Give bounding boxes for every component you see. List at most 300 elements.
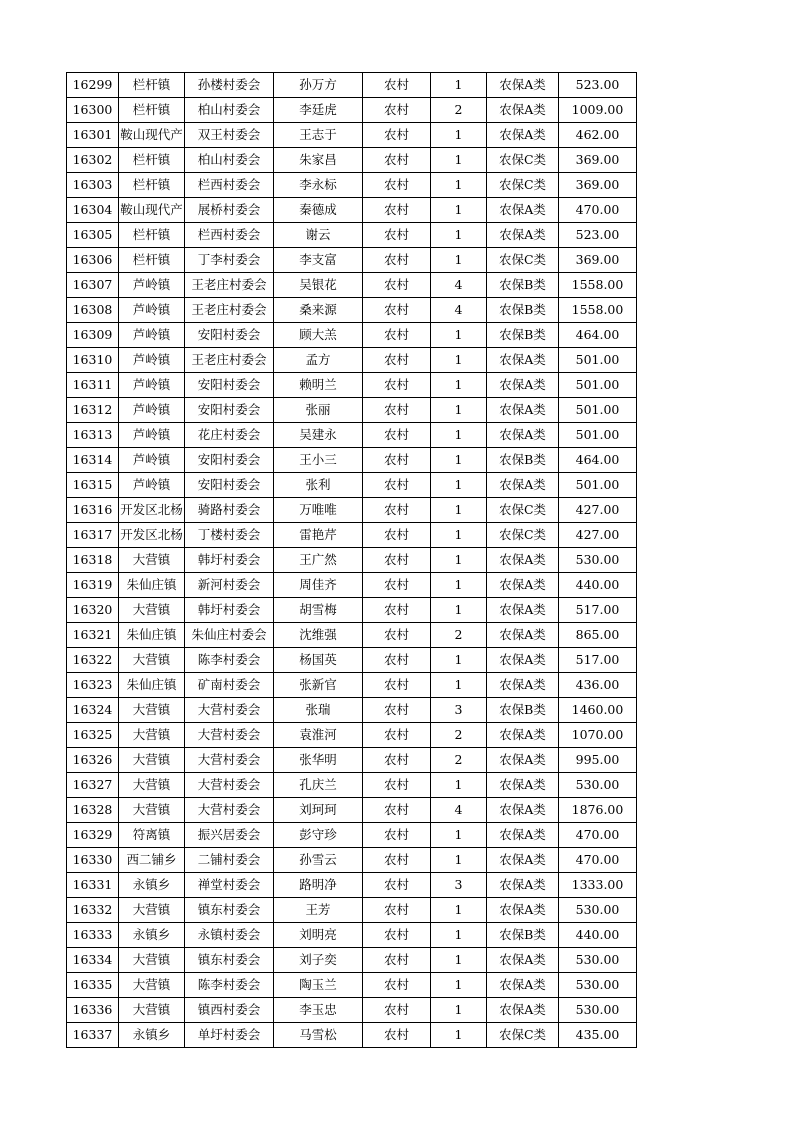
insurance-category-cell: 农保A类 xyxy=(487,623,559,648)
amount-cell: 1070.00 xyxy=(559,723,637,748)
table-row xyxy=(67,598,637,623)
village-committee-cell: 陈李村委会 xyxy=(185,973,274,998)
amount-cell: 523.00 xyxy=(559,73,637,98)
person-name-cell: 王广然 xyxy=(274,548,363,573)
amount-cell: 427.00 xyxy=(559,523,637,548)
household-count-cell: 1 xyxy=(431,123,487,148)
amount-cell: 530.00 xyxy=(559,973,637,998)
amount-cell: 470.00 xyxy=(559,823,637,848)
person-name-cell: 杨国英 xyxy=(274,648,363,673)
table-row xyxy=(67,98,637,123)
household-type-cell: 农村 xyxy=(363,598,431,623)
amount-cell: 1876.00 xyxy=(559,798,637,823)
person-name-cell: 袁淮河 xyxy=(274,723,363,748)
record-number-cell: 16333 xyxy=(67,923,119,948)
insurance-category-cell: 农保A类 xyxy=(487,73,559,98)
amount-cell: 369.00 xyxy=(559,148,637,173)
household-count-cell: 1 xyxy=(431,823,487,848)
table-row xyxy=(67,523,637,548)
table-row xyxy=(67,998,637,1023)
table-row xyxy=(67,948,637,973)
township-cell: 芦岭镇 xyxy=(119,373,185,398)
household-count-cell: 3 xyxy=(431,698,487,723)
record-number-cell: 16337 xyxy=(67,1023,119,1048)
household-type-cell: 农村 xyxy=(363,1023,431,1048)
village-committee-cell: 栏西村委会 xyxy=(185,223,274,248)
township-cell: 西二铺乡 xyxy=(119,848,185,873)
record-number-cell: 16318 xyxy=(67,548,119,573)
amount-cell: 865.00 xyxy=(559,623,637,648)
village-committee-cell: 展桥村委会 xyxy=(185,198,274,223)
insurance-category-cell: 农保A类 xyxy=(487,548,559,573)
person-name-cell: 李永标 xyxy=(274,173,363,198)
record-number-cell: 16312 xyxy=(67,398,119,423)
amount-cell: 436.00 xyxy=(559,673,637,698)
record-number-cell: 16317 xyxy=(67,523,119,548)
household-count-cell: 4 xyxy=(431,298,487,323)
amount-cell: 427.00 xyxy=(559,498,637,523)
township-cell: 芦岭镇 xyxy=(119,348,185,373)
household-type-cell: 农村 xyxy=(363,698,431,723)
person-name-cell: 张新官 xyxy=(274,673,363,698)
insurance-category-cell: 农保A类 xyxy=(487,598,559,623)
record-number-cell: 16324 xyxy=(67,698,119,723)
amount-cell: 435.00 xyxy=(559,1023,637,1048)
township-cell: 大营镇 xyxy=(119,898,185,923)
household-type-cell: 农村 xyxy=(363,573,431,598)
person-name-cell: 秦德成 xyxy=(274,198,363,223)
township-cell: 永镇乡 xyxy=(119,923,185,948)
township-cell: 大营镇 xyxy=(119,723,185,748)
insurance-category-cell: 农保A类 xyxy=(487,223,559,248)
township-cell: 芦岭镇 xyxy=(119,323,185,348)
village-committee-cell: 镇西村委会 xyxy=(185,998,274,1023)
table-row xyxy=(67,123,637,148)
table-row xyxy=(67,73,637,98)
record-number-cell: 16319 xyxy=(67,573,119,598)
household-type-cell: 农村 xyxy=(363,298,431,323)
township-cell: 大营镇 xyxy=(119,698,185,723)
insurance-category-cell: 农保B类 xyxy=(487,323,559,348)
village-committee-cell: 韩圩村委会 xyxy=(185,598,274,623)
insurance-category-cell: 农保A类 xyxy=(487,848,559,873)
household-count-cell: 1 xyxy=(431,923,487,948)
village-committee-cell: 花庄村委会 xyxy=(185,423,274,448)
village-committee-cell: 大营村委会 xyxy=(185,723,274,748)
household-count-cell: 1 xyxy=(431,848,487,873)
insurance-category-cell: 农保A类 xyxy=(487,348,559,373)
household-type-cell: 农村 xyxy=(363,173,431,198)
household-type-cell: 农村 xyxy=(363,898,431,923)
record-number-cell: 16336 xyxy=(67,998,119,1023)
household-type-cell: 农村 xyxy=(363,873,431,898)
table-row xyxy=(67,223,637,248)
household-count-cell: 1 xyxy=(431,323,487,348)
insurance-category-cell: 农保B类 xyxy=(487,698,559,723)
household-count-cell: 1 xyxy=(431,523,487,548)
amount-cell: 530.00 xyxy=(559,773,637,798)
table-row xyxy=(67,548,637,573)
amount-cell: 530.00 xyxy=(559,948,637,973)
township-cell: 芦岭镇 xyxy=(119,473,185,498)
person-name-cell: 周佳齐 xyxy=(274,573,363,598)
household-count-cell: 1 xyxy=(431,598,487,623)
amount-cell: 517.00 xyxy=(559,598,637,623)
amount-cell: 369.00 xyxy=(559,248,637,273)
person-name-cell: 胡雪梅 xyxy=(274,598,363,623)
township-cell: 大营镇 xyxy=(119,973,185,998)
person-name-cell: 雷艳芹 xyxy=(274,523,363,548)
person-name-cell: 张瑞 xyxy=(274,698,363,723)
township-cell: 大营镇 xyxy=(119,948,185,973)
household-count-cell: 1 xyxy=(431,548,487,573)
insurance-category-cell: 农保A类 xyxy=(487,373,559,398)
record-number-cell: 16323 xyxy=(67,673,119,698)
person-name-cell: 刘明亮 xyxy=(274,923,363,948)
township-cell: 大营镇 xyxy=(119,598,185,623)
household-type-cell: 农村 xyxy=(363,498,431,523)
table-row xyxy=(67,798,637,823)
household-type-cell: 农村 xyxy=(363,673,431,698)
person-name-cell: 张华明 xyxy=(274,748,363,773)
amount-cell: 440.00 xyxy=(559,923,637,948)
village-committee-cell: 柏山村委会 xyxy=(185,148,274,173)
record-number-cell: 16329 xyxy=(67,823,119,848)
person-name-cell: 李廷虎 xyxy=(274,98,363,123)
household-count-cell: 1 xyxy=(431,398,487,423)
village-committee-cell: 安阳村委会 xyxy=(185,323,274,348)
person-name-cell: 陶玉兰 xyxy=(274,973,363,998)
village-committee-cell: 栏西村委会 xyxy=(185,173,274,198)
amount-cell: 440.00 xyxy=(559,573,637,598)
amount-cell: 470.00 xyxy=(559,848,637,873)
insurance-category-cell: 农保A类 xyxy=(487,973,559,998)
table-row xyxy=(67,298,637,323)
table-row xyxy=(67,348,637,373)
village-committee-cell: 安阳村委会 xyxy=(185,473,274,498)
township-cell: 朱仙庄镇 xyxy=(119,673,185,698)
village-committee-cell: 大营村委会 xyxy=(185,773,274,798)
record-number-cell: 16330 xyxy=(67,848,119,873)
person-name-cell: 孔庆兰 xyxy=(274,773,363,798)
household-type-cell: 农村 xyxy=(363,848,431,873)
person-name-cell: 谢云 xyxy=(274,223,363,248)
person-name-cell: 李玉忠 xyxy=(274,998,363,1023)
insurance-category-cell: 农保C类 xyxy=(487,498,559,523)
amount-cell: 1009.00 xyxy=(559,98,637,123)
table-row xyxy=(67,623,637,648)
table-row xyxy=(67,673,637,698)
person-name-cell: 万唯唯 xyxy=(274,498,363,523)
insurance-category-cell: 农保A类 xyxy=(487,748,559,773)
person-name-cell: 王小三 xyxy=(274,448,363,473)
amount-cell: 501.00 xyxy=(559,423,637,448)
household-type-cell: 农村 xyxy=(363,248,431,273)
township-cell: 朱仙庄镇 xyxy=(119,573,185,598)
table-row xyxy=(67,723,637,748)
township-cell: 栏杆镇 xyxy=(119,223,185,248)
household-type-cell: 农村 xyxy=(363,73,431,98)
record-number-cell: 16321 xyxy=(67,623,119,648)
household-count-cell: 1 xyxy=(431,648,487,673)
household-count-cell: 1 xyxy=(431,423,487,448)
household-count-cell: 4 xyxy=(431,273,487,298)
household-type-cell: 农村 xyxy=(363,348,431,373)
table-row xyxy=(67,423,637,448)
amount-cell: 501.00 xyxy=(559,473,637,498)
record-number-cell: 16316 xyxy=(67,498,119,523)
village-committee-cell: 安阳村委会 xyxy=(185,373,274,398)
amount-cell: 369.00 xyxy=(559,173,637,198)
village-committee-cell: 大营村委会 xyxy=(185,798,274,823)
record-number-cell: 16322 xyxy=(67,648,119,673)
record-number-cell: 16327 xyxy=(67,773,119,798)
household-type-cell: 农村 xyxy=(363,423,431,448)
household-type-cell: 农村 xyxy=(363,373,431,398)
insurance-category-cell: 农保A类 xyxy=(487,573,559,598)
household-type-cell: 农村 xyxy=(363,523,431,548)
township-cell: 鞍山现代产 xyxy=(119,198,185,223)
township-cell: 永镇乡 xyxy=(119,873,185,898)
household-type-cell: 农村 xyxy=(363,648,431,673)
table-row xyxy=(67,873,637,898)
household-count-cell: 2 xyxy=(431,748,487,773)
table-row xyxy=(67,373,637,398)
record-number-cell: 16310 xyxy=(67,348,119,373)
village-committee-cell: 安阳村委会 xyxy=(185,398,274,423)
person-name-cell: 马雪松 xyxy=(274,1023,363,1048)
amount-cell: 1460.00 xyxy=(559,698,637,723)
household-type-cell: 农村 xyxy=(363,748,431,773)
insurance-category-cell: 农保C类 xyxy=(487,248,559,273)
village-committee-cell: 韩圩村委会 xyxy=(185,548,274,573)
township-cell: 栏杆镇 xyxy=(119,248,185,273)
insurance-category-cell: 农保A类 xyxy=(487,473,559,498)
household-count-cell: 1 xyxy=(431,448,487,473)
household-count-cell: 2 xyxy=(431,723,487,748)
person-name-cell: 吴银花 xyxy=(274,273,363,298)
household-count-cell: 1 xyxy=(431,373,487,398)
person-name-cell: 赖明兰 xyxy=(274,373,363,398)
village-committee-cell: 镇东村委会 xyxy=(185,948,274,973)
village-committee-cell: 安阳村委会 xyxy=(185,448,274,473)
household-count-cell: 1 xyxy=(431,498,487,523)
household-count-cell: 1 xyxy=(431,73,487,98)
village-committee-cell: 二铺村委会 xyxy=(185,848,274,873)
village-committee-cell: 镇东村委会 xyxy=(185,898,274,923)
household-type-cell: 农村 xyxy=(363,123,431,148)
household-type-cell: 农村 xyxy=(363,723,431,748)
household-count-cell: 1 xyxy=(431,673,487,698)
township-cell: 大营镇 xyxy=(119,798,185,823)
amount-cell: 464.00 xyxy=(559,323,637,348)
amount-cell: 501.00 xyxy=(559,348,637,373)
household-type-cell: 农村 xyxy=(363,773,431,798)
person-name-cell: 孙雪云 xyxy=(274,848,363,873)
household-count-cell: 1 xyxy=(431,248,487,273)
village-committee-cell: 新河村委会 xyxy=(185,573,274,598)
village-committee-cell: 王老庄村委会 xyxy=(185,273,274,298)
village-committee-cell: 丁楼村委会 xyxy=(185,523,274,548)
insurance-category-cell: 农保A类 xyxy=(487,423,559,448)
record-number-cell: 16332 xyxy=(67,898,119,923)
insurance-category-cell: 农保C类 xyxy=(487,173,559,198)
township-cell: 鞍山现代产 xyxy=(119,123,185,148)
person-name-cell: 孟方 xyxy=(274,348,363,373)
table-row xyxy=(67,173,637,198)
amount-cell: 1333.00 xyxy=(559,873,637,898)
record-number-cell: 16304 xyxy=(67,198,119,223)
record-number-cell: 16313 xyxy=(67,423,119,448)
household-type-cell: 农村 xyxy=(363,798,431,823)
amount-cell: 464.00 xyxy=(559,448,637,473)
amount-cell: 530.00 xyxy=(559,548,637,573)
table-row xyxy=(67,323,637,348)
roster-body xyxy=(67,73,637,1048)
record-number-cell: 16334 xyxy=(67,948,119,973)
insurance-category-cell: 农保A类 xyxy=(487,773,559,798)
household-type-cell: 农村 xyxy=(363,948,431,973)
village-committee-cell: 大营村委会 xyxy=(185,748,274,773)
household-type-cell: 农村 xyxy=(363,98,431,123)
amount-cell: 501.00 xyxy=(559,373,637,398)
household-type-cell: 农村 xyxy=(363,923,431,948)
record-number-cell: 16335 xyxy=(67,973,119,998)
roster-table xyxy=(66,72,637,1048)
household-type-cell: 农村 xyxy=(363,548,431,573)
household-type-cell: 农村 xyxy=(363,398,431,423)
household-count-cell: 1 xyxy=(431,473,487,498)
household-type-cell: 农村 xyxy=(363,998,431,1023)
record-number-cell: 16311 xyxy=(67,373,119,398)
insurance-category-cell: 农保C类 xyxy=(487,523,559,548)
table-row xyxy=(67,848,637,873)
village-committee-cell: 柏山村委会 xyxy=(185,98,274,123)
person-name-cell: 顾大羔 xyxy=(274,323,363,348)
insurance-category-cell: 农保B类 xyxy=(487,923,559,948)
village-committee-cell: 大营村委会 xyxy=(185,698,274,723)
table-row xyxy=(67,248,637,273)
village-committee-cell: 矿南村委会 xyxy=(185,673,274,698)
household-count-cell: 1 xyxy=(431,998,487,1023)
insurance-category-cell: 农保A类 xyxy=(487,723,559,748)
township-cell: 大营镇 xyxy=(119,748,185,773)
village-committee-cell: 双王村委会 xyxy=(185,123,274,148)
township-cell: 大营镇 xyxy=(119,648,185,673)
person-name-cell: 桑来源 xyxy=(274,298,363,323)
household-type-cell: 农村 xyxy=(363,823,431,848)
household-count-cell: 2 xyxy=(431,623,487,648)
table-row xyxy=(67,773,637,798)
insurance-category-cell: 农保A类 xyxy=(487,948,559,973)
household-count-cell: 1 xyxy=(431,173,487,198)
table-row xyxy=(67,148,637,173)
insurance-category-cell: 农保A类 xyxy=(487,98,559,123)
person-name-cell: 刘子奕 xyxy=(274,948,363,973)
household-count-cell: 2 xyxy=(431,98,487,123)
township-cell: 芦岭镇 xyxy=(119,398,185,423)
village-committee-cell: 王老庄村委会 xyxy=(185,298,274,323)
insurance-category-cell: 农保A类 xyxy=(487,798,559,823)
township-cell: 开发区北杨 xyxy=(119,498,185,523)
record-number-cell: 16301 xyxy=(67,123,119,148)
person-name-cell: 路明净 xyxy=(274,873,363,898)
township-cell: 朱仙庄镇 xyxy=(119,623,185,648)
table-row xyxy=(67,398,637,423)
table-row xyxy=(67,498,637,523)
person-name-cell: 沈维强 xyxy=(274,623,363,648)
insurance-category-cell: 农保A类 xyxy=(487,823,559,848)
household-count-cell: 1 xyxy=(431,1023,487,1048)
village-committee-cell: 丁李村委会 xyxy=(185,248,274,273)
household-type-cell: 农村 xyxy=(363,448,431,473)
amount-cell: 470.00 xyxy=(559,198,637,223)
record-number-cell: 16325 xyxy=(67,723,119,748)
township-cell: 大营镇 xyxy=(119,998,185,1023)
household-count-cell: 1 xyxy=(431,948,487,973)
amount-cell: 995.00 xyxy=(559,748,637,773)
insurance-category-cell: 农保A类 xyxy=(487,673,559,698)
record-number-cell: 16314 xyxy=(67,448,119,473)
table-row xyxy=(67,973,637,998)
table-row xyxy=(67,198,637,223)
township-cell: 栏杆镇 xyxy=(119,73,185,98)
person-name-cell: 李支富 xyxy=(274,248,363,273)
insurance-category-cell: 农保A类 xyxy=(487,198,559,223)
table-row xyxy=(67,273,637,298)
township-cell: 开发区北杨 xyxy=(119,523,185,548)
insurance-category-cell: 农保B类 xyxy=(487,273,559,298)
household-count-cell: 3 xyxy=(431,873,487,898)
household-count-cell: 4 xyxy=(431,798,487,823)
person-name-cell: 张利 xyxy=(274,473,363,498)
person-name-cell: 彭守珍 xyxy=(274,823,363,848)
household-type-cell: 农村 xyxy=(363,223,431,248)
household-type-cell: 农村 xyxy=(363,273,431,298)
township-cell: 栏杆镇 xyxy=(119,98,185,123)
record-number-cell: 16306 xyxy=(67,248,119,273)
table-row xyxy=(67,823,637,848)
insurance-category-cell: 农保A类 xyxy=(487,873,559,898)
record-number-cell: 16320 xyxy=(67,598,119,623)
amount-cell: 501.00 xyxy=(559,398,637,423)
amount-cell: 462.00 xyxy=(559,123,637,148)
household-type-cell: 农村 xyxy=(363,148,431,173)
table-row xyxy=(67,923,637,948)
village-committee-cell: 王老庄村委会 xyxy=(185,348,274,373)
household-count-cell: 1 xyxy=(431,973,487,998)
household-count-cell: 1 xyxy=(431,198,487,223)
person-name-cell: 王志于 xyxy=(274,123,363,148)
record-number-cell: 16305 xyxy=(67,223,119,248)
record-number-cell: 16303 xyxy=(67,173,119,198)
household-type-cell: 农村 xyxy=(363,198,431,223)
township-cell: 芦岭镇 xyxy=(119,273,185,298)
village-committee-cell: 骑路村委会 xyxy=(185,498,274,523)
insurance-category-cell: 农保A类 xyxy=(487,123,559,148)
record-number-cell: 16308 xyxy=(67,298,119,323)
record-number-cell: 16309 xyxy=(67,323,119,348)
household-count-cell: 1 xyxy=(431,348,487,373)
village-committee-cell: 振兴居委会 xyxy=(185,823,274,848)
table-row xyxy=(67,573,637,598)
record-number-cell: 16302 xyxy=(67,148,119,173)
record-number-cell: 16328 xyxy=(67,798,119,823)
amount-cell: 1558.00 xyxy=(559,298,637,323)
table-row xyxy=(67,648,637,673)
household-type-cell: 农村 xyxy=(363,323,431,348)
household-count-cell: 1 xyxy=(431,148,487,173)
